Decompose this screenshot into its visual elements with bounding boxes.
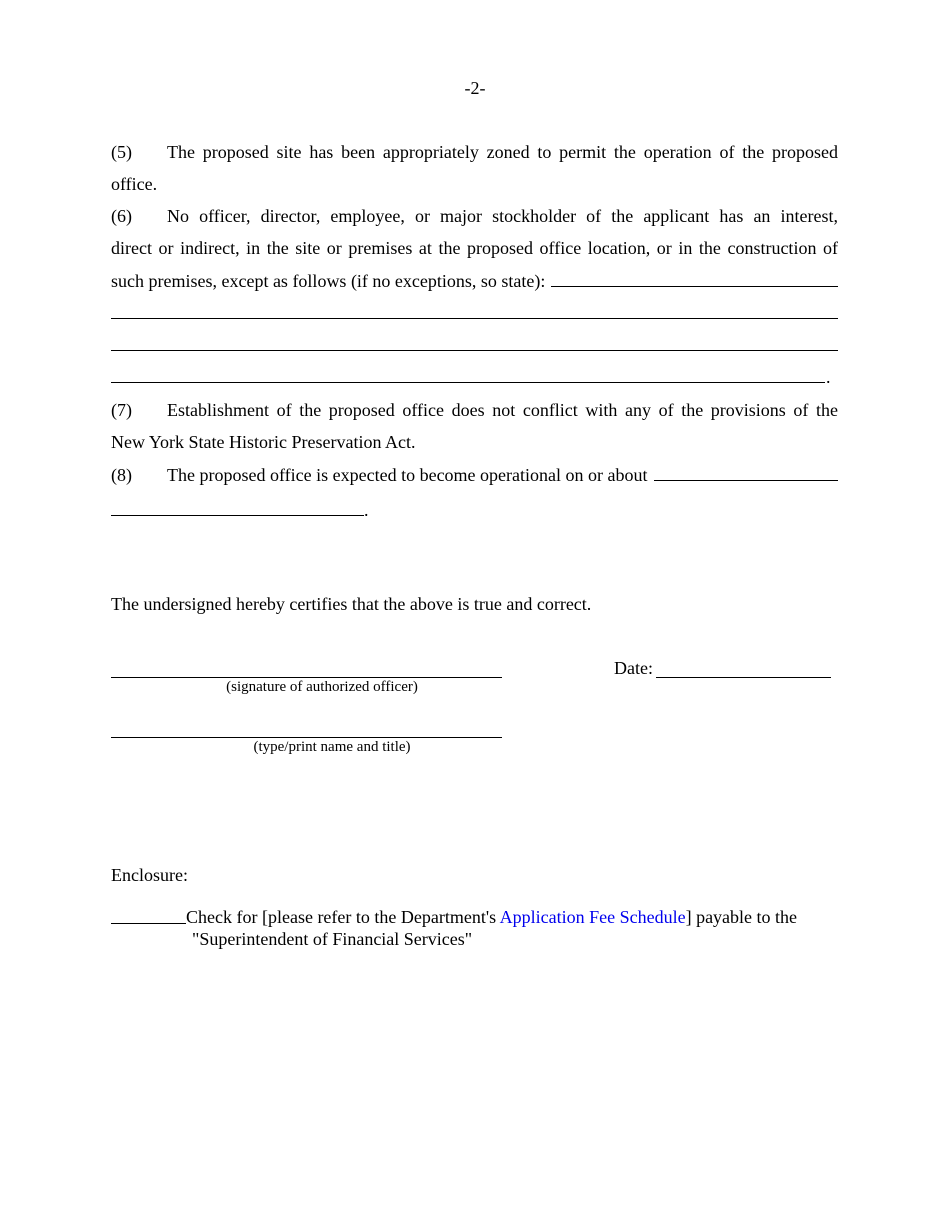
item-7-line-1 bbox=[111, 399, 838, 421]
item-5-text-1: The proposed site has been appropriately zoned to permit the operation of the proposed bbox=[167, 142, 838, 162]
item-6-exceptions-blank-3[interactable] bbox=[111, 382, 825, 383]
item-6-end-period: . bbox=[826, 367, 831, 387]
application-fee-schedule-link[interactable]: Application Fee Schedule bbox=[499, 907, 686, 927]
item-6-number: (6) bbox=[111, 206, 132, 226]
item-6-exceptions-blank-inline[interactable] bbox=[551, 269, 838, 287]
enclosure-check-prefix: Check for [please refer to the Department's bbox=[186, 907, 500, 927]
item-8-text-1: The proposed office is expected to become operational on or about bbox=[167, 465, 648, 485]
item-8-number: (8) bbox=[111, 465, 132, 485]
item-7-number: (7) bbox=[111, 400, 132, 420]
date-line[interactable] bbox=[656, 677, 831, 678]
item-8-line-1 bbox=[111, 463, 838, 486]
item-6-exceptions-blank-1[interactable] bbox=[111, 318, 838, 319]
date-label: Date: bbox=[614, 658, 653, 678]
item-8-date-blank[interactable] bbox=[111, 515, 364, 516]
item-6-text-2: direct or indirect, in the site or premises at the proposed office location, or in the construction of bbox=[111, 238, 838, 258]
page-number: -2- bbox=[464, 78, 486, 98]
enclosure-check-suffix: ] payable to the bbox=[685, 907, 798, 927]
item-5-text-2: office. bbox=[111, 174, 158, 194]
item-6-line-1 bbox=[111, 205, 838, 227]
enclosure-check-line bbox=[186, 906, 797, 928]
item-7-text-1: Establishment of the proposed office does not conflict with any of the provisions of the bbox=[167, 400, 838, 420]
enclosure-check-blank[interactable] bbox=[111, 923, 186, 924]
certification-text: The undersigned hereby certifies that the above is true and correct. bbox=[111, 594, 592, 614]
enclosure-heading: Enclosure: bbox=[111, 865, 188, 885]
item-8-date-blank-inline[interactable] bbox=[654, 463, 839, 481]
name-title-caption: (type/print name and title) bbox=[253, 739, 411, 755]
enclosure-payee: "Superintendent of Financial Services" bbox=[192, 929, 473, 949]
item-6-exceptions-blank-2[interactable] bbox=[111, 350, 838, 351]
item-8-end-period: . bbox=[364, 500, 369, 520]
item-5-number: (5) bbox=[111, 142, 132, 162]
item-7-text-2: New York State Historic Preservation Act. bbox=[111, 432, 416, 452]
item-6-text-1: No officer, director, employee, or major stockholder of the applicant has an interest, bbox=[167, 206, 838, 226]
signature-caption: (signature of authorized officer) bbox=[226, 679, 418, 695]
item-6-text-3: such premises, except as follows (if no exceptions, so state): bbox=[111, 271, 546, 291]
item-6-line-3 bbox=[111, 269, 838, 292]
item-5-line-1 bbox=[111, 141, 838, 163]
